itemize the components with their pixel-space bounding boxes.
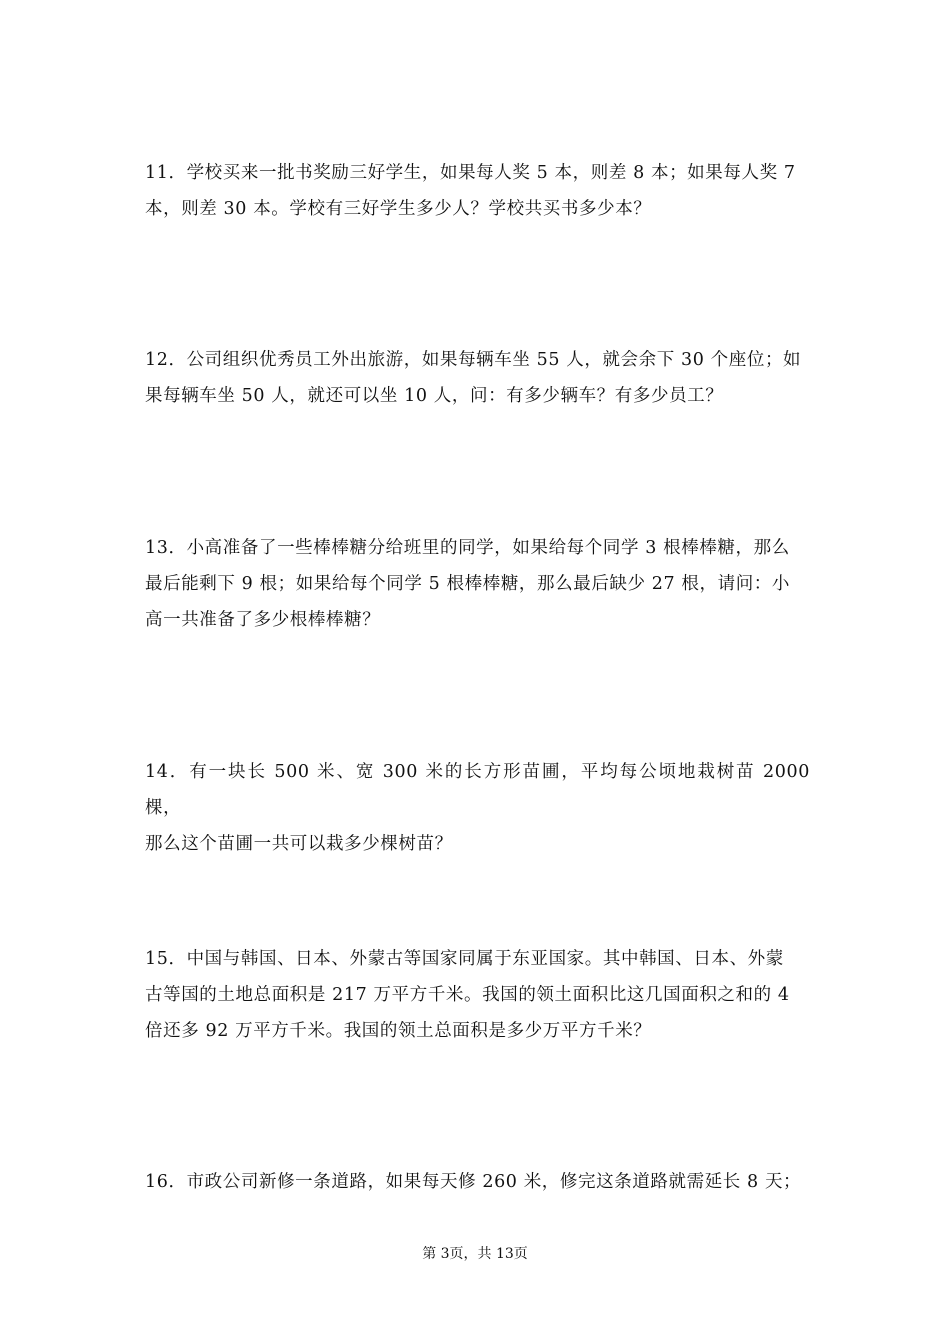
problem-11: 11．学校买来一批书奖励三好学生，如果每人奖 5 本，则差 8 本；如果每人奖 7 本，则差 30 本。学校有三好学生多少人？学校共买书多少本？: [145, 163, 796, 219]
problem-16: 16．市政公司新修一条道路，如果每天修 260 米，修完这条道路就需延长 8 天；: [145, 1172, 802, 1192]
problem-14: 14．有一块长 500 米、宽 300 米的长方形苗圃，平均每公顷地栽树苗 2000 棵， 那么这个苗圃一共可以栽多少棵树苗？: [145, 762, 810, 854]
problem-13: 13．小高准备了一些棒棒糖分给班里的同学，如果给每个同学 3 根棒棒糖，那么 最后能剩下 9 根；如果给每个同学 5 根棒棒糖，那么最后缺少 27 根，请问：小 高一共准备了多少根棒棒糖？: [145, 538, 791, 630]
problem-12: 12．公司组织优秀员工外出旅游，如果每辆车坐 55 人，就会余下 30 个座位；如 果每辆车坐 50 人，就还可以坐 10 人，问：有多少辆车？有多少员工？: [145, 350, 802, 406]
problem-15: 15．中国与韩国、日本、外蒙古等国家同属于东亚国家。其中韩国、日本、外蒙 古等国的土地总面积是 217 万平方千米。我国的领土面积比这几国面积之和的 4 倍还多 92 万平方千米。我国的领土总面积是多少万平方千米？: [145, 949, 790, 1041]
page-number-footer: 第 3页，共 13页: [422, 1246, 528, 1262]
